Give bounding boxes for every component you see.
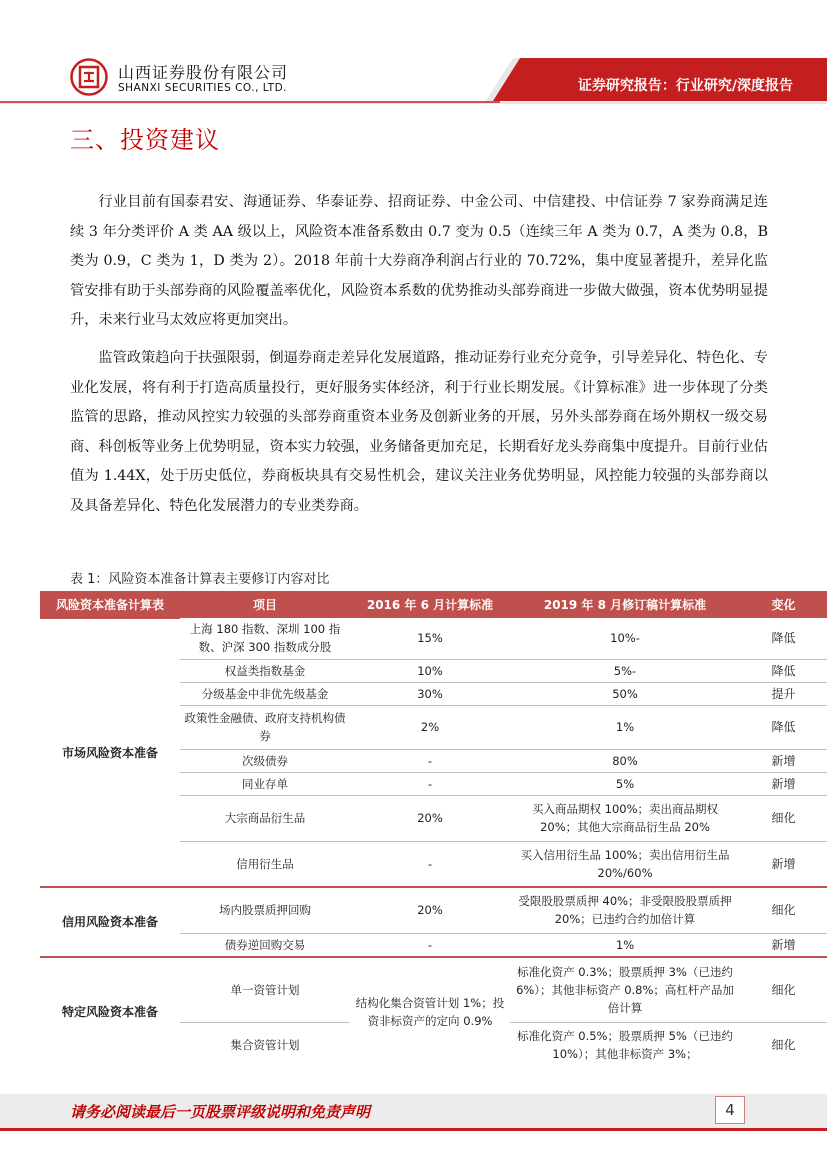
cell-change: 细化 [740, 957, 827, 1023]
risk-capital-table [40, 591, 827, 1067]
category-specific: 特定风险资本准备 [40, 957, 180, 1067]
page-number: 4 [715, 1096, 745, 1124]
cell-change: 细化 [740, 887, 827, 933]
cell-std-2019: 10%- [610, 631, 640, 646]
paragraph-2: 监管政策趋向于扶强限弱，倒逼券商走差异化发展道路，推动证券行业充分竞争，引导差异化、特色化、专业化发展，将有利于打造高质量投行，更好服务实体经济，利于行业长期发展。《计算标准》进一步体现了分类监管的思路，推动风控实力较强的头部券商重资本业务及创新业务的开展，另外头部券商在场外期权一级交易商、科创板等业务上优势明显，资本实力较强，业务储备更加充足，长期看好龙头券商集中度提升。目前行业估值为 1.44X，处于历史低位，券商板块具有交易性机会，建议关注业务优势明显，风控能力较强的头部券商以及具备差异化、特色化发展潜力的专业类券商。 [70, 350, 768, 514]
cell-change: 新增 [740, 933, 827, 957]
cell-std-2019: 80% [510, 749, 740, 772]
cell-change: 降低 [740, 705, 827, 749]
cell-item: 场内股票质押回购 [180, 887, 350, 933]
report-type: 证券研究报告：行业研究/深度报告 [577, 78, 793, 94]
cell-std-2016: 30% [350, 682, 510, 705]
cell-item: 上海 180 指数、深圳 100 指数、沪深 300 指数成分股 [189, 622, 341, 655]
cell-item: 同业存单 [180, 772, 350, 795]
cell-std-2019: 50% [510, 682, 740, 705]
cell-change: 新增 [740, 841, 827, 887]
header-item: 项目 [180, 591, 350, 618]
company-logo-icon [70, 58, 108, 96]
cell-std-2016: - [350, 841, 510, 887]
table-row [40, 618, 827, 659]
cell-std-2019: 1% [510, 933, 740, 957]
cell-change: 降低 [740, 659, 827, 682]
cell-std-2016: 20% [350, 795, 510, 841]
table-header-row [40, 591, 827, 618]
section-title: 三、投资建议 [70, 126, 220, 154]
cell-item: 集合资管计划 [180, 1023, 350, 1067]
cell-std-2016: 15% [417, 631, 443, 646]
cell-std-2019: 买入商品期权 100%；卖出商品期权 20%；其他大宗商品衍生品 20% [510, 795, 740, 841]
page-header [0, 0, 827, 106]
cell-std-2016: - [350, 772, 510, 795]
header-std-2016: 2016 年 6 月计算标准 [350, 591, 510, 618]
header-category: 风险资本准备计算表 [40, 591, 180, 618]
cell-change: 降低 [771, 631, 796, 646]
header-change: 变化 [740, 591, 827, 618]
category-credit: 信用风险资本准备 [40, 887, 180, 957]
cell-change: 提升 [740, 682, 827, 705]
cell-std-2016: - [350, 933, 510, 957]
cell-std-2016: 10% [350, 659, 510, 682]
table-row [40, 887, 827, 933]
cell-std-2019: 受限股股票质押 40%；非受限股股票质押 20%；已违约合约加倍计算 [510, 887, 740, 933]
cell-item: 权益类指数基金 [180, 659, 350, 682]
cell-item: 信用衍生品 [180, 841, 350, 887]
company-name-cn: 山西证券股份有限公司 [118, 63, 289, 82]
cell-change: 新增 [740, 749, 827, 772]
cell-std-2016: 20% [350, 887, 510, 933]
cell-item: 债券逆回购交易 [180, 933, 350, 957]
cell-item: 次级债券 [180, 749, 350, 772]
cell-item: 大宗商品衍生品 [180, 795, 350, 841]
table-caption: 表 1：风险资本准备计算表主要修订内容对比 [70, 572, 330, 587]
company-name-en: SHANXI SECURITIES CO., LTD. [118, 82, 288, 94]
table-row [40, 957, 827, 1023]
cell-change: 细化 [740, 795, 827, 841]
footer-disclaimer: 请务必阅读最后一页股票评级说明和免责声明 [70, 1103, 371, 1121]
cell-std-2016: - [350, 749, 510, 772]
cell-std-2019: 买入信用衍生品 100%；卖出信用衍生品 20%/60% [510, 841, 740, 887]
cell-std-2019: 1% [510, 705, 740, 749]
cell-std-2019: 5% [510, 772, 740, 795]
cell-item: 单一资管计划 [180, 957, 350, 1023]
category-market: 市场风险资本准备 [40, 618, 180, 887]
cell-change: 新增 [740, 772, 827, 795]
cell-item: 分级基金中非优先级基金 [180, 682, 350, 705]
cell-item: 政策性金融债、政府支持机构债券 [180, 705, 350, 749]
paragraph-1: 行业目前有国泰君安、海通证券、华泰证券、招商证券、中金公司、中信建投、中信证券 7 家券商满足连续 3 年分类评价 A 类 AA 级以上，风险资本准备系数由 0.7 变为 0.5（连续三年 A 类为 0.7，A 类为 0.8，B 类为 0.9，C 类为 1，D 类为 2）。2018 年前十大券商净利润占行业的 70.72%，集中度显著提升，差异化监管安排有助于头部券商的风险覆盖率优化，风险资本系数的优势推动头部券商进一步做大做强，资本优势明显提升，未来行业马太效应将更加突出。 [70, 194, 768, 328]
cell-std-2019: 标准化资产 0.5%；股票质押 5%（已违约 10%）；其他非标资产 3%； [510, 1023, 740, 1067]
cell-std-2019: 标准化资产 0.3%；股票质押 3%（已违约 6%）；其他非标资产 0.8%；高杠杆产品加倍计算 [510, 957, 740, 1023]
cell-std-2016: 2% [350, 705, 510, 749]
cell-change: 细化 [740, 1023, 827, 1067]
cell-std-2016: 结构化集合资管计划 1%；投资非标资产的定向 0.9% [350, 957, 510, 1067]
cell-std-2019: 5%- [510, 659, 740, 682]
header-std-2019: 2019 年 8 月修订稿计算标准 [510, 591, 740, 618]
